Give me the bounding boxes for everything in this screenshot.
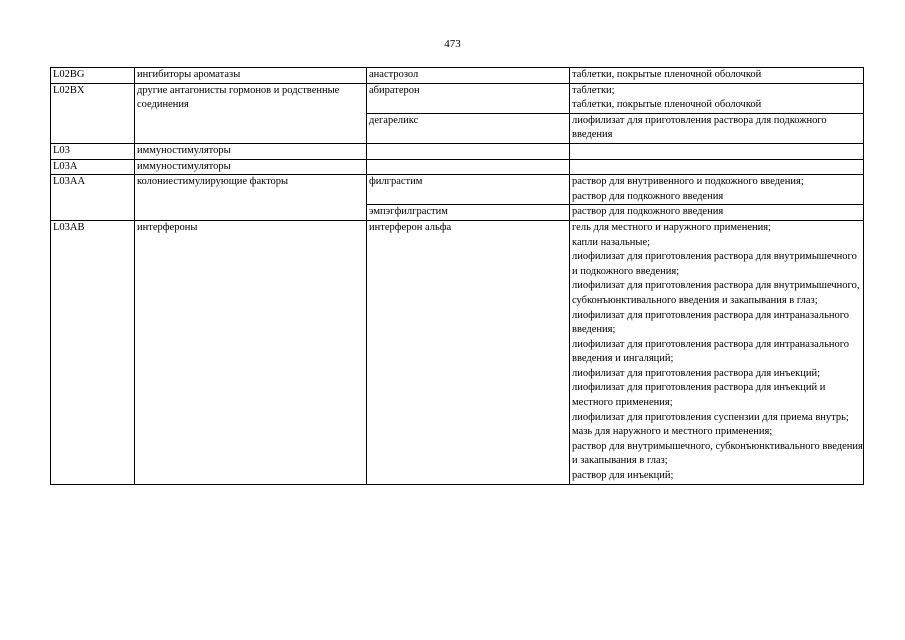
drug-name-cell bbox=[367, 143, 570, 159]
dosage-form-line: лиофилизат для приготовления раствора для внутримышечного и подкожного введения; bbox=[572, 251, 860, 277]
dosage-form-line: гель для местного и наружного применения; bbox=[572, 221, 771, 233]
dosage-form-line: лиофилизат для приготовления раствора для внутримышечного, субконъюнктивального введения и закапывания в глаз; bbox=[572, 280, 863, 306]
table-row bbox=[51, 83, 864, 113]
anatomical-group-cell: интерфероны bbox=[135, 220, 367, 484]
anatomical-group-cell: иммуностимуляторы bbox=[135, 159, 367, 175]
table-row bbox=[51, 159, 864, 175]
atc-code-cell: L03A bbox=[51, 159, 135, 175]
page-number: 473 bbox=[444, 38, 461, 50]
table-row bbox=[51, 220, 864, 484]
anatomical-group-cell: иммуностимуляторы bbox=[135, 143, 367, 159]
drug-table bbox=[50, 67, 864, 485]
dosage-form-line: лиофилизат для приготовления раствора для инъекций; bbox=[572, 367, 821, 379]
table-row bbox=[51, 68, 864, 84]
dosage-form-cell bbox=[570, 175, 864, 205]
dosage-form-line: таблетки; bbox=[572, 84, 615, 96]
drug-name-cell: эмпэгфилграстим bbox=[367, 205, 570, 221]
dosage-form-cell bbox=[570, 205, 864, 221]
dosage-form-line: лиофилизат для приготовления раствора для интраназального введения и ингаляций; bbox=[572, 338, 852, 365]
drug-name-cell: дегареликс bbox=[367, 113, 570, 143]
atc-code-cell: L03AA bbox=[51, 175, 135, 221]
drug-name-cell: абиратерон bbox=[367, 83, 570, 113]
table-row bbox=[51, 143, 864, 159]
dosage-form-line: раствор для подкожного введения bbox=[572, 190, 724, 202]
drug-name-cell: филграстим bbox=[367, 175, 570, 205]
anatomical-group-cell: ингибиторы ароматазы bbox=[135, 68, 367, 84]
dosage-form-line: раствор для внутривенного и подкожного введения; bbox=[572, 176, 804, 188]
anatomical-group-cell: колониестимулирующие факторы bbox=[135, 175, 367, 221]
dosage-form-cell bbox=[570, 68, 864, 84]
atc-code-cell: L02BG bbox=[51, 68, 135, 84]
drug-name-cell: интерферон альфа bbox=[367, 220, 570, 484]
dosage-form-line: раствор для инъекций; bbox=[572, 470, 674, 482]
dosage-form-line: лиофилизат для приготовления раствора для инъекций и местного применения; bbox=[572, 382, 828, 409]
dosage-form-cell bbox=[570, 113, 864, 143]
atc-code-cell: L03AB bbox=[51, 220, 135, 484]
dosage-form-line: лиофилизат для приготовления раствора для подкожного введения bbox=[572, 114, 830, 141]
dosage-form-cell bbox=[570, 159, 864, 175]
dosage-form-line: раствор для внутримышечного, субконъюнктивального введения и закапывания в глаз; bbox=[572, 440, 866, 467]
drug-table-body bbox=[51, 68, 864, 485]
dosage-form-line: лиофилизат для приготовления раствора для интраназального введения; bbox=[572, 309, 852, 336]
atc-code-cell: L03 bbox=[51, 143, 135, 159]
dosage-form-line: мазь для наружного и местного применения; bbox=[572, 426, 773, 438]
dosage-form-cell bbox=[570, 220, 864, 484]
dosage-form-cell bbox=[570, 143, 864, 159]
dosage-form-line: капли назальные; bbox=[572, 236, 651, 248]
dosage-form-line: таблетки, покрытые пленочной оболочкой bbox=[572, 99, 762, 111]
drug-name-cell bbox=[367, 159, 570, 175]
dosage-form-cell bbox=[570, 83, 864, 113]
anatomical-group-cell: другие антагонисты гормонов и родственные соединения bbox=[135, 83, 367, 143]
table-row bbox=[51, 175, 864, 205]
atc-code-cell: L02BX bbox=[51, 83, 135, 143]
dosage-form-line: раствор для подкожного введения bbox=[572, 206, 724, 218]
drug-name-cell: анастрозол bbox=[367, 68, 570, 84]
dosage-form-line: таблетки, покрытые пленочной оболочкой bbox=[572, 69, 762, 80]
dosage-form-line: лиофилизат для приготовления суспензии для приема внутрь; bbox=[572, 411, 849, 423]
